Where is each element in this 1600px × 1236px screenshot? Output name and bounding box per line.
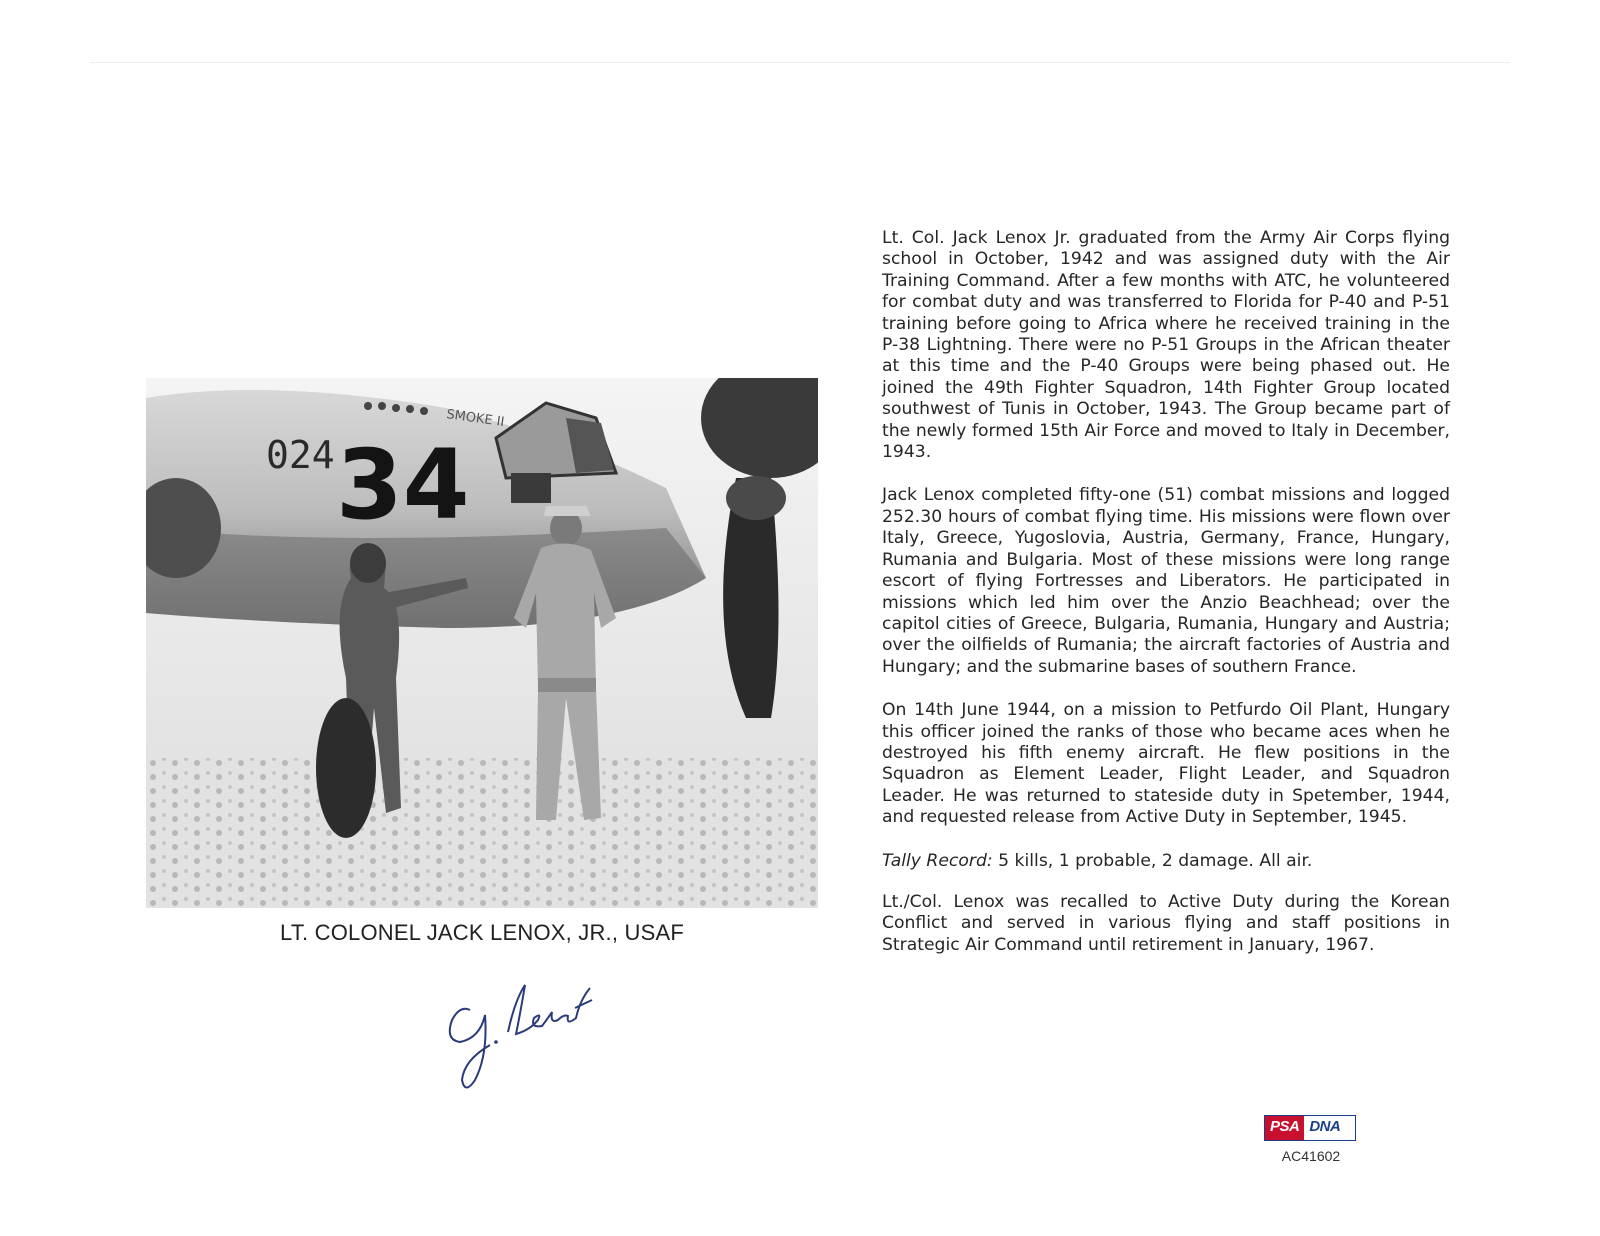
certificate-number: AC41602 (1281, 1148, 1341, 1164)
photo-caption: LT. COLONEL JACK LENOX, JR., USAF (280, 920, 684, 945)
tally-value: 5 kills, 1 probable, 2 damage. All air. (992, 850, 1313, 871)
bio-paragraph-1: Lt. Col. Jack Lenox Jr. graduated from the Army Air Corps flying school in October, 1942 and was assigned duty with the Air Training Command. After a few months with ATC, he volunteered for combat duty and was transferred to Florida for P-40 and P-51 training before going to Africa where he received training in the P-38 Lightning. There were no P-51 Groups in the African theater at this time and the P-40 Groups were being phased out. He joined the 49th Fighter Squadron, 14th Fighter Group located southwest of Tunis in October, 1943. The Group became part of the newly formed 15th Air Force and moved to Italy in December, 1943. (882, 228, 1450, 463)
aircraft-number: 34 (336, 429, 470, 541)
tally-label: Tally Record: (882, 850, 993, 871)
signature (430, 960, 600, 1100)
bio-paragraph-2: Jack Lenox completed fifty-one (51) combat missions and logged 252.30 hours of combat flying time. His missions were flown over Italy, Greece, Yugoslovia, Austria, Germany, France, Hungary, Rumania and Bulgaria. Most of these missions were long range escort of flying Fortresses and Liberators. He participated in missions which led him over the Anzio Beachhead; over the capitol cities of Greece, Bulgaria, Rumania, Hungary and Austria; over the oilfields of Rumania; the aircraft factories of Austria and Hungary; and the submarine bases of southern France. (882, 485, 1450, 677)
aircraft-photo (146, 378, 818, 908)
tally-record (882, 851, 1450, 872)
psa-dna-logo (1264, 1115, 1356, 1141)
aircraft-marking: 024 (266, 433, 335, 477)
nose-art: SMOKE II (445, 407, 506, 431)
top-rule (90, 62, 1510, 63)
biography (882, 228, 1450, 978)
psa-logo-text: PSA (1265, 1116, 1304, 1140)
bio-paragraph-3: On 14th June 1944, on a mission to Petfurdo Oil Plant, Hungary this officer joined the ranks of those who became aces when he destroyed his fifth enemy aircraft. He flew positions in the Squadron as Element Leader, Flight Leader, and Squadron Leader. He was returned to stateside duty in Spetember, 1944, and requested release from Active Duty in September, 1945. (882, 700, 1450, 828)
dna-logo-text: DNA (1304, 1116, 1345, 1140)
bio-closing: Lt./Col. Lenox was recalled to Active Duty during the Korean Conflict and served in various flying and staff positions in Strategic Air Command until retirement in January, 1967. (882, 891, 1450, 955)
